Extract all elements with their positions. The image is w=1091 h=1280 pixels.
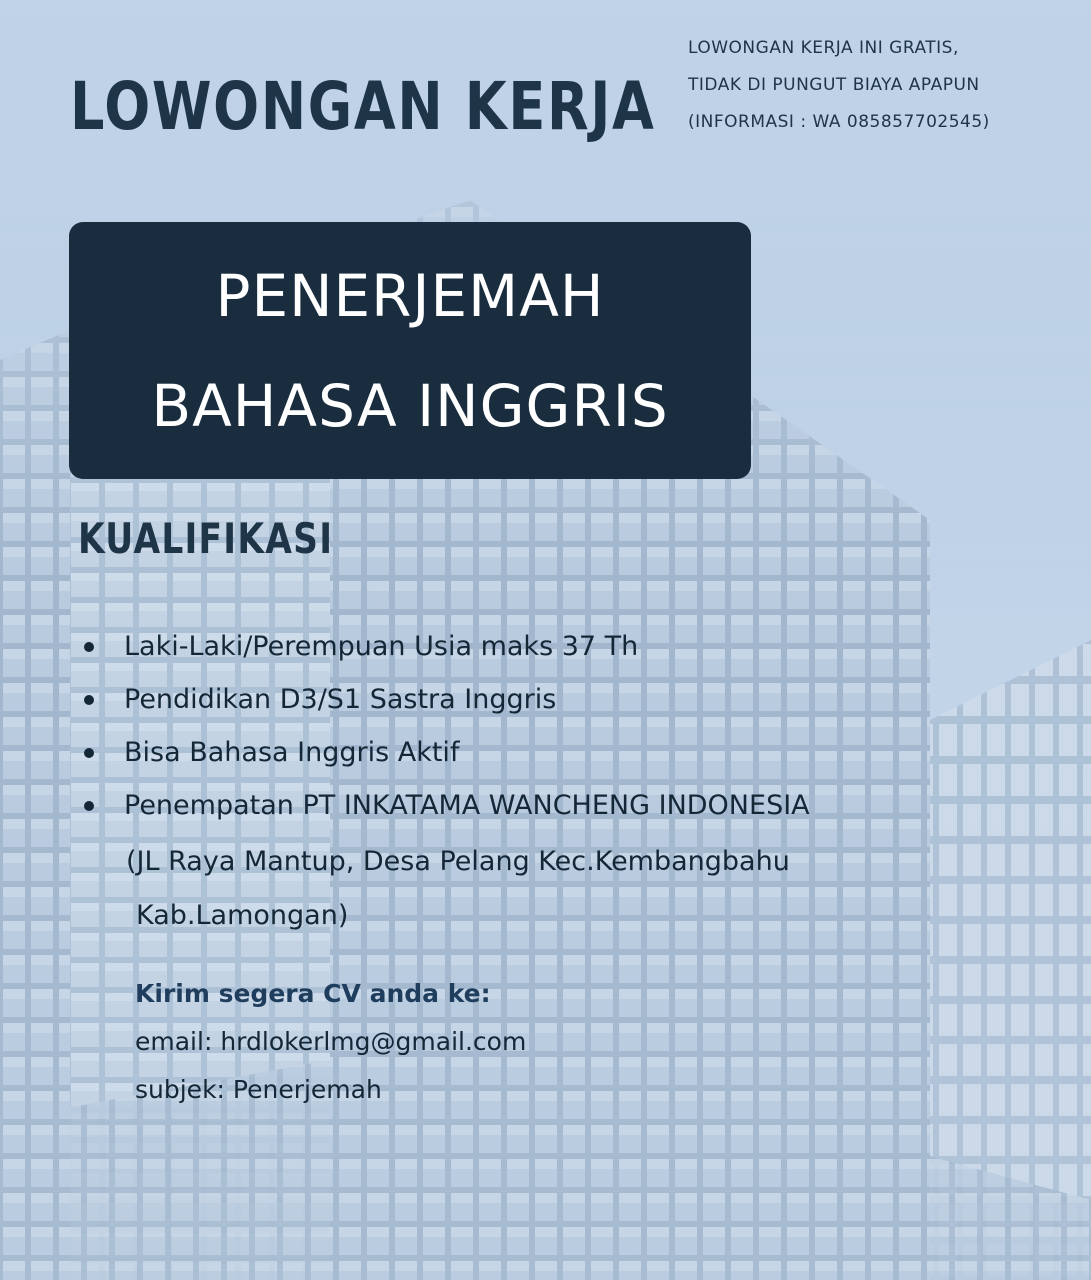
placement-address (126, 835, 790, 943)
address-line: Kab.Lamongan) (136, 900, 349, 931)
qualification-text: Laki-Laki/Perempuan Usia maks 37 Th (124, 631, 639, 662)
apply-call-to-action: Kirim segera CV anda ke: (135, 979, 491, 1008)
bullet-icon (84, 695, 94, 705)
position-title-line-2: BAHASA INGGRIS (151, 372, 669, 440)
qualifications-list (84, 622, 810, 834)
free-job-notice (688, 30, 990, 141)
qualification-text: Penempatan PT INKATAMA WANCHENG INDONESIA (124, 790, 810, 821)
bullet-icon (84, 748, 94, 758)
bullet-icon (84, 801, 94, 811)
list-item (84, 728, 810, 781)
list-item (84, 781, 810, 834)
page-title: LOWONGAN KERJA (70, 68, 656, 145)
email-address: email: hrdlokerlmg@gmail.com (135, 1027, 527, 1056)
list-item (84, 622, 810, 675)
qualification-text: Bisa Bahasa Inggris Aktif (124, 737, 460, 768)
bullet-icon (84, 642, 94, 652)
qualifications-heading: KUALIFIKASI (78, 514, 334, 563)
job-position-banner (69, 222, 751, 479)
notice-line: LOWONGAN KERJA INI GRATIS, (688, 38, 959, 58)
notice-line: TIDAK DI PUNGUT BIAYA APAPUN (688, 75, 980, 95)
email-subject: subjek: Penerjemah (135, 1075, 382, 1104)
notice-line: (INFORMASI : WA 085857702545) (688, 112, 990, 132)
list-item (84, 675, 810, 728)
position-title-line-1: PENERJEMAH (215, 262, 605, 330)
address-line: (JL Raya Mantup, Desa Pelang Kec.Kembangbahu (126, 846, 790, 877)
application-contact (135, 970, 526, 1114)
qualification-text: Pendidikan D3/S1 Sastra Inggris (124, 684, 557, 715)
